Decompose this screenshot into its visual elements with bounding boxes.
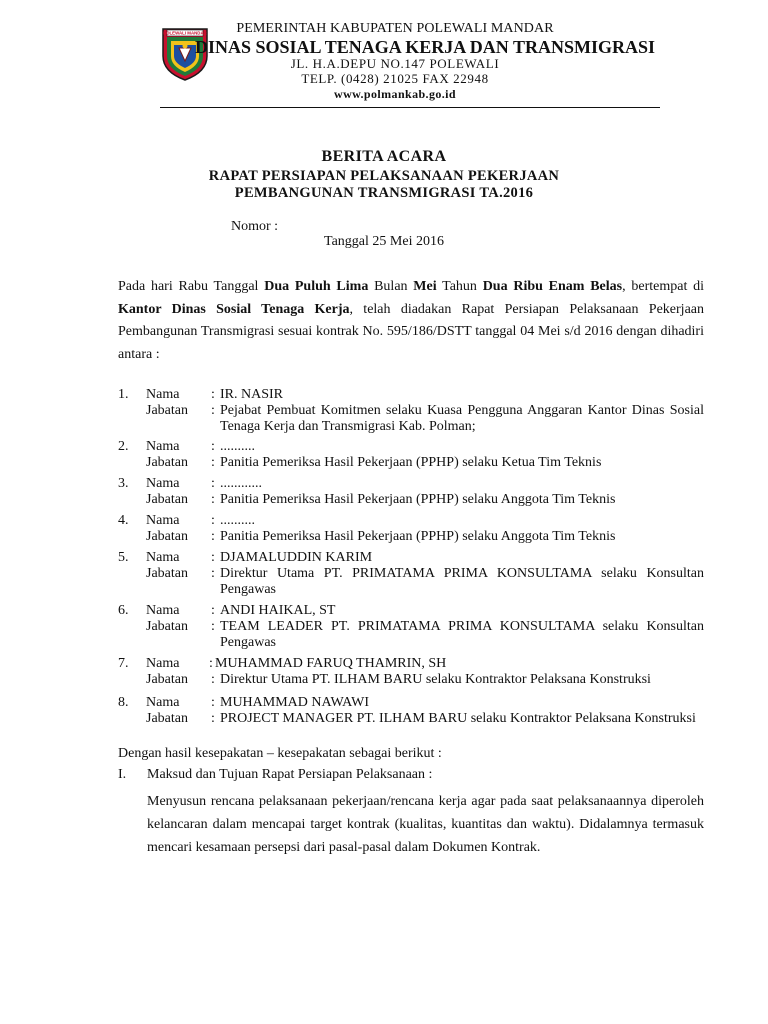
item-number: 5. xyxy=(118,550,129,565)
position-label: Jabatan xyxy=(146,492,188,507)
position-label: Jabatan xyxy=(146,566,188,581)
opening-venue: Kantor Dinas Sosial Tenaga Kerja xyxy=(118,301,350,317)
colon: : xyxy=(211,711,215,726)
item-number: 6. xyxy=(118,603,129,618)
attendee-name: MUHAMMAD NAWAWI xyxy=(220,695,370,710)
position-label: Jabatan xyxy=(146,455,188,470)
colon: : xyxy=(211,455,215,470)
section-title: Maksud dan Tujuan Rapat Persiapan Pelaksanaan : xyxy=(147,767,433,782)
attendee-position: Pejabat Pembuat Komitmen selaku Kuasa Pengguna Anggaran Kantor Dinas Sosial Tenaga Kerja dan Transmigrasi Kab. Polman; xyxy=(220,403,704,434)
document-subtitle-2: PEMBANGUNAN TRANSMIGRASI TA.2016 xyxy=(234,185,534,201)
list-item xyxy=(118,603,708,656)
attendee-name: MUHAMMAD FARUQ THAMRIN, SH xyxy=(215,656,447,671)
item-number: 7. xyxy=(118,656,129,671)
attendee-name: DJAMALUDDIN KARIM xyxy=(220,550,373,565)
position-label: Jabatan xyxy=(146,529,188,544)
attendee-position: Panitia Pemeriksa Hasil Pekerjaan (PPHP) selaku Ketua Tim Teknis xyxy=(220,455,602,470)
letterhead-website: www.polmankab.go.id xyxy=(334,87,456,101)
name-label: Nama xyxy=(146,476,180,491)
item-number: 2. xyxy=(118,439,129,454)
name-label: Nama xyxy=(146,603,180,618)
list-item xyxy=(118,550,708,603)
emblem-text: POLEWALI MANDAR xyxy=(163,30,207,36)
colon: : xyxy=(211,439,215,454)
position-label: Jabatan xyxy=(146,672,188,687)
letterhead-divider xyxy=(160,107,660,108)
attendee-list xyxy=(118,387,708,732)
position-label: Jabatan xyxy=(146,403,188,418)
colon: : xyxy=(211,387,215,402)
colon: : xyxy=(211,529,215,544)
opening-paragraph xyxy=(118,276,704,366)
opening-text: , bertempat di xyxy=(622,279,704,294)
colon: : xyxy=(211,566,215,581)
letterhead-phone: TELP. (0428) 21025 FAX 22948 xyxy=(301,71,489,86)
colon: : xyxy=(211,619,215,634)
opening-year: Dua Ribu Enam Belas xyxy=(482,279,623,294)
letterhead-government: PEMERINTAH KABUPATEN POLEWALI MANDAR xyxy=(236,21,554,36)
attendee-position: PROJECT MANAGER PT. ILHAM BARU selaku Kontraktor Pelaksana Konstruksi xyxy=(220,711,696,726)
attendee-name: .......... xyxy=(220,439,255,454)
colon: : xyxy=(211,513,215,528)
name-label: Nama xyxy=(146,656,180,671)
opening-month: Mei xyxy=(413,279,437,294)
document-date: Tanggal 25 Mei 2016 xyxy=(324,234,444,249)
colon: : xyxy=(211,492,215,507)
colon: : xyxy=(211,476,215,491)
document-title: BERITA ACARA xyxy=(321,148,447,165)
attendee-name: IR. NASIR xyxy=(220,387,284,402)
colon: : xyxy=(211,550,215,565)
attendee-name: .......... xyxy=(220,513,255,528)
item-number: 4. xyxy=(118,513,129,528)
name-label: Nama xyxy=(146,387,180,402)
attendee-position: TEAM LEADER PT. PRIMATAMA PRIMA KONSULTAMA selaku Konsultan Pengawas xyxy=(220,619,704,650)
name-label: Nama xyxy=(146,695,180,710)
letterhead-agency: DINAS SOSIAL TENAGA KERJA DAN TRANSMIGRASI xyxy=(195,37,655,57)
section-number: I. xyxy=(118,767,127,782)
attendee-position: Panitia Pemeriksa Hasil Pekerjaan (PPHP) selaku Anggota Tim Teknis xyxy=(220,492,616,507)
opening-text: Tahun xyxy=(436,279,483,294)
colon: : xyxy=(211,603,215,618)
document-number: Nomor : xyxy=(231,219,279,234)
list-item xyxy=(118,439,708,476)
name-label: Nama xyxy=(146,439,180,454)
list-item xyxy=(118,656,708,695)
letterhead-address: JL. H.A.DEPU NO.147 POLEWALI xyxy=(290,56,500,71)
attendee-name: ............ xyxy=(220,476,262,491)
opening-text: , telah diadakan Rapat Persiapan Pelaksanaan Pekerjaan Pembangunan Transmigrasi sesuai kontrak No. 595/186/DSTT tanggal 04 Mei s/d 2016 dengan dihadiri antara : xyxy=(118,301,704,362)
section-body: Menyusun rencana pelaksanaan pekerjaan/rencana kerja agar pada saat pelaksanaannya diperoleh kelancaran dalam mencapai target kontrak (kualitas, kuantitas dan waktu). Didalamnya termasuk mencari kesamaan persepsi dari pasal-pasal dalam Dokumen Kontrak. xyxy=(147,794,704,855)
list-item xyxy=(118,695,708,732)
opening-text: Pada hari Rabu Tanggal xyxy=(118,279,265,294)
attendee-position: Direktur Utama PT. PRIMATAMA PRIMA KONSULTAMA selaku Konsultan Pengawas xyxy=(220,566,704,597)
colon: : xyxy=(209,656,213,671)
list-item xyxy=(118,476,708,513)
attendee-position: Direktur Utama PT. ILHAM BARU selaku Kontraktor Pelaksana Konstruksi xyxy=(220,672,651,687)
attendee-position: Panitia Pemeriksa Hasil Pekerjaan (PPHP) selaku Anggota Tim Teknis xyxy=(220,529,616,544)
list-item xyxy=(118,387,708,439)
name-label: Nama xyxy=(146,513,180,528)
agreement-intro: Dengan hasil kesepakatan – kesepakatan sebagai berikut : xyxy=(118,746,442,761)
item-number: 3. xyxy=(118,476,129,491)
opening-day: Dua Puluh Lima xyxy=(264,279,369,294)
opening-text: Bulan xyxy=(368,279,414,294)
item-number: 1. xyxy=(118,387,129,402)
position-label: Jabatan xyxy=(146,711,188,726)
colon: : xyxy=(211,672,215,687)
attendee-name: ANDI HAIKAL, ST xyxy=(220,603,336,618)
position-label: Jabatan xyxy=(146,619,188,634)
document-subtitle-1: RAPAT PERSIAPAN PELAKSANAAN PEKERJAAN xyxy=(208,168,560,184)
name-label: Nama xyxy=(146,550,180,565)
item-number: 8. xyxy=(118,695,129,710)
list-item xyxy=(118,513,708,550)
colon: : xyxy=(211,695,215,710)
colon: : xyxy=(211,403,215,418)
